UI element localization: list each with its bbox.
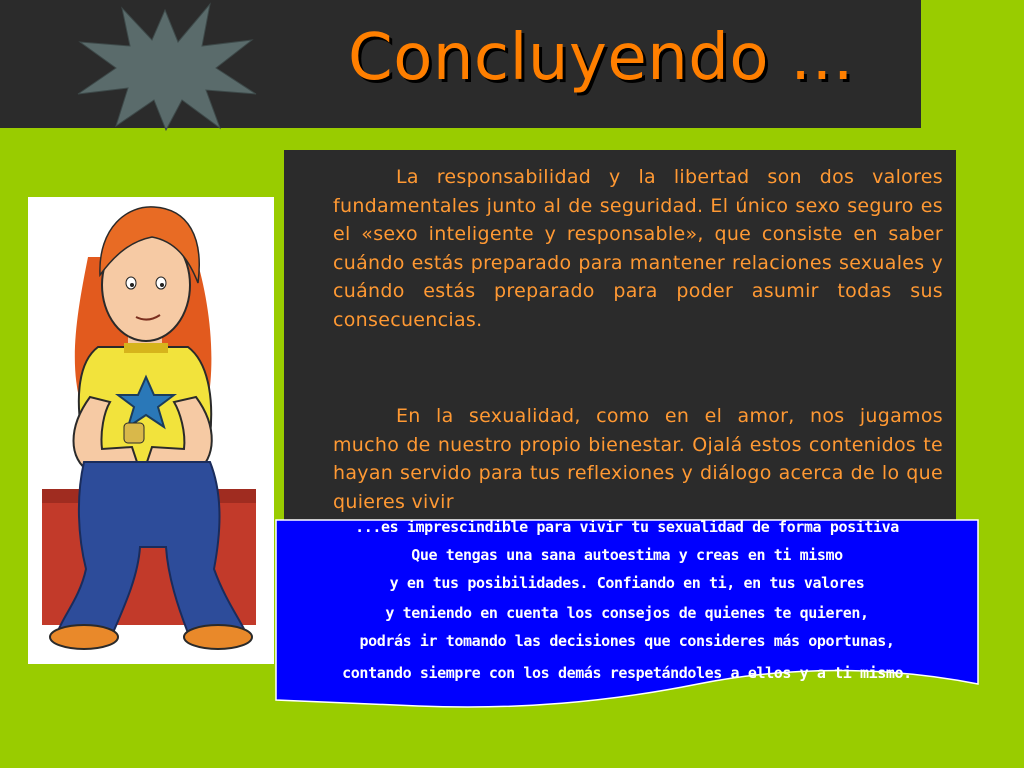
callout-box [268, 516, 986, 718]
paragraph-sexualidad: En la sexualidad, como en el amor, nos jugamos mucho de nuestro propio bienestar. Ojalá estos contenidos te hayan servido para tus reflexiones y diálogo acerca de lo que quieres vivir [333, 405, 943, 513]
callout-line-3: y en tus posibilidades. Confiando en ti, en tus valores [389, 574, 865, 592]
callout-line-6: contando siempre con los demás respetándoles a ellos y a ti mismo. [342, 664, 912, 682]
text-panel [284, 150, 956, 522]
callout-line-2: Que tengas una sana autoestima y creas en ti mismo [411, 546, 843, 564]
callout-line-4: y teniendo en cuenta los consejos de quienes te quieren, [385, 604, 869, 622]
seated-girl-illustration [28, 197, 274, 664]
starburst-icon [70, 2, 260, 132]
callout-line-5: podrás ir tomando las decisiones que consideres más oportunas, [359, 632, 895, 650]
callout-line-1: ...es imprescindible para vivir tu sexualidad de forma positiva [355, 518, 899, 536]
paragraph-responsabilidad: La responsabilidad y la libertad son dos valores fundamentales junto al de seguridad. El único sexo seguro es el «sexo inteligente y responsable», que consiste en saber cuándo estás preparado para mantener relaciones sexuales y cuándo estás preparado para poder asumir todas sus consecuencias. [333, 166, 943, 331]
title-bar [0, 0, 921, 128]
slide-title: Concluyendo … [348, 21, 855, 95]
